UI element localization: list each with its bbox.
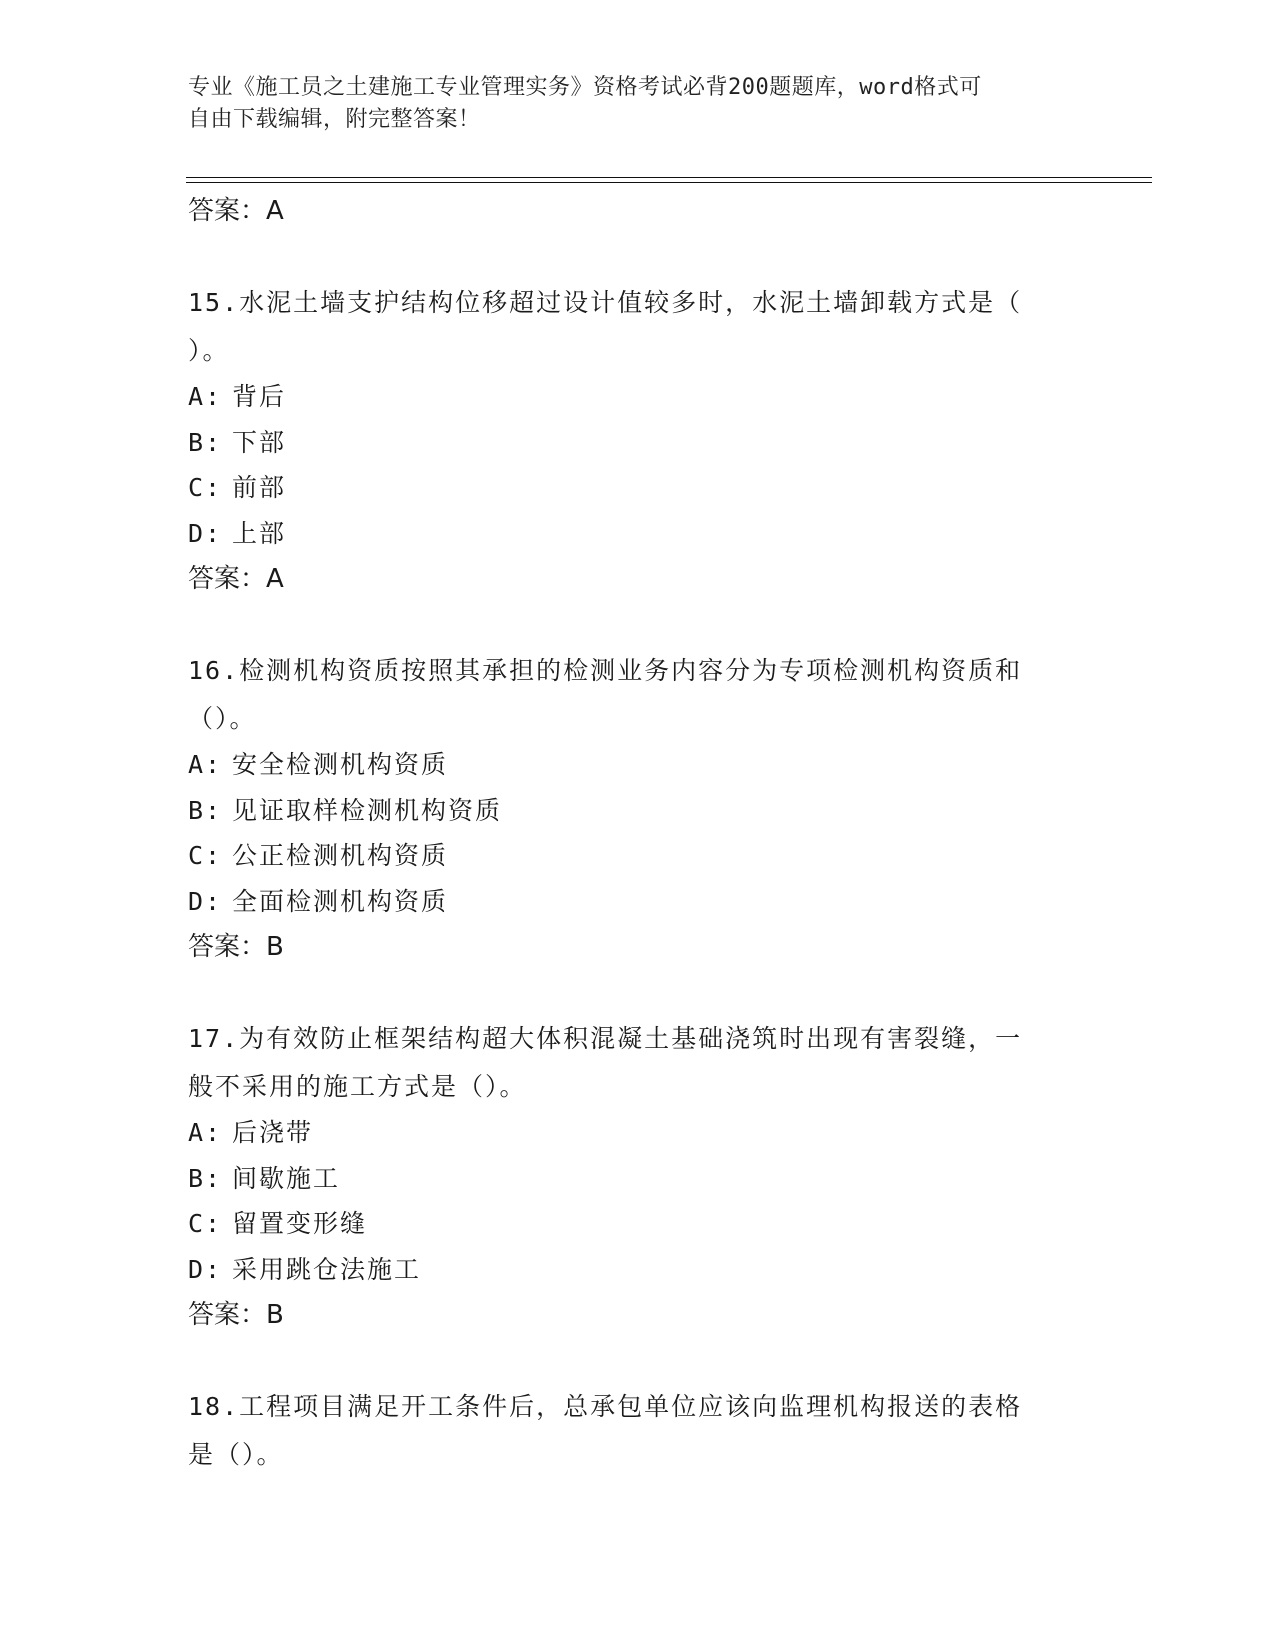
option-a: A: 后浇带	[188, 1118, 314, 1147]
question-text-line-1: 17.为有效防止框架结构超大体积混凝土基础浇筑时出现有害裂缝，一	[188, 1024, 1023, 1053]
question-block	[188, 1016, 1088, 1338]
question-text-line-1: 16.检测机构资质按照其承担的检测业务内容分为专项检测机构资质和	[188, 656, 1023, 685]
option-d: D: 全面检测机构资质	[188, 886, 449, 916]
answer-line: 答案：A	[188, 196, 284, 226]
question-text-line-2: 是（）。	[188, 1440, 284, 1469]
option-d: D: 上部	[188, 518, 287, 548]
question-text-line-2: 般不采用的施工方式是（）。	[188, 1072, 527, 1101]
option-c: C: 留置变形缝	[188, 1209, 368, 1238]
question-block	[188, 648, 1088, 970]
option-c: C: 公正检测机构资质	[188, 841, 449, 870]
question-text-line-2: ）。	[188, 336, 230, 365]
option-b: B: 见证取样检测机构资质	[188, 795, 503, 825]
document-header	[188, 72, 1068, 136]
header-rule-top	[186, 177, 1152, 178]
header-rule-bottom	[186, 182, 1152, 183]
answer-value: B	[266, 1300, 284, 1330]
question-block	[188, 280, 1088, 602]
header-line-2: 自由下载编辑，附完整答案！	[188, 107, 481, 132]
answer-value: B	[266, 932, 284, 962]
answer-value: A	[266, 564, 284, 594]
question-block	[188, 1384, 1088, 1478]
option-b: B: 间歇施工	[188, 1163, 341, 1193]
option-a: A: 安全检测机构资质	[188, 750, 449, 779]
option-c: C: 前部	[188, 473, 287, 502]
option-d: D: 采用跳仓法施工	[188, 1254, 422, 1284]
question-text-line-2: （）。	[188, 704, 257, 733]
answer-value: A	[266, 196, 284, 226]
question-text-line-1: 18.工程项目满足开工条件后，总承包单位应该向监理机构报送的表格	[188, 1392, 1023, 1421]
question-list	[188, 188, 1088, 1478]
answer-line: 答案：A	[188, 564, 284, 594]
option-a: A: 背后	[188, 382, 287, 411]
answer-line: 答案：B	[188, 1300, 284, 1330]
question-text-line-1: 15.水泥土墙支护结构位移超过设计值较多时，水泥土墙卸载方式是（	[188, 288, 1023, 317]
answer-line: 答案：B	[188, 932, 284, 962]
option-b: B: 下部	[188, 427, 287, 457]
header-line-1: 专业《施工员之土建施工专业管理实务》资格考试必背200题题库，word格式可	[188, 75, 982, 100]
